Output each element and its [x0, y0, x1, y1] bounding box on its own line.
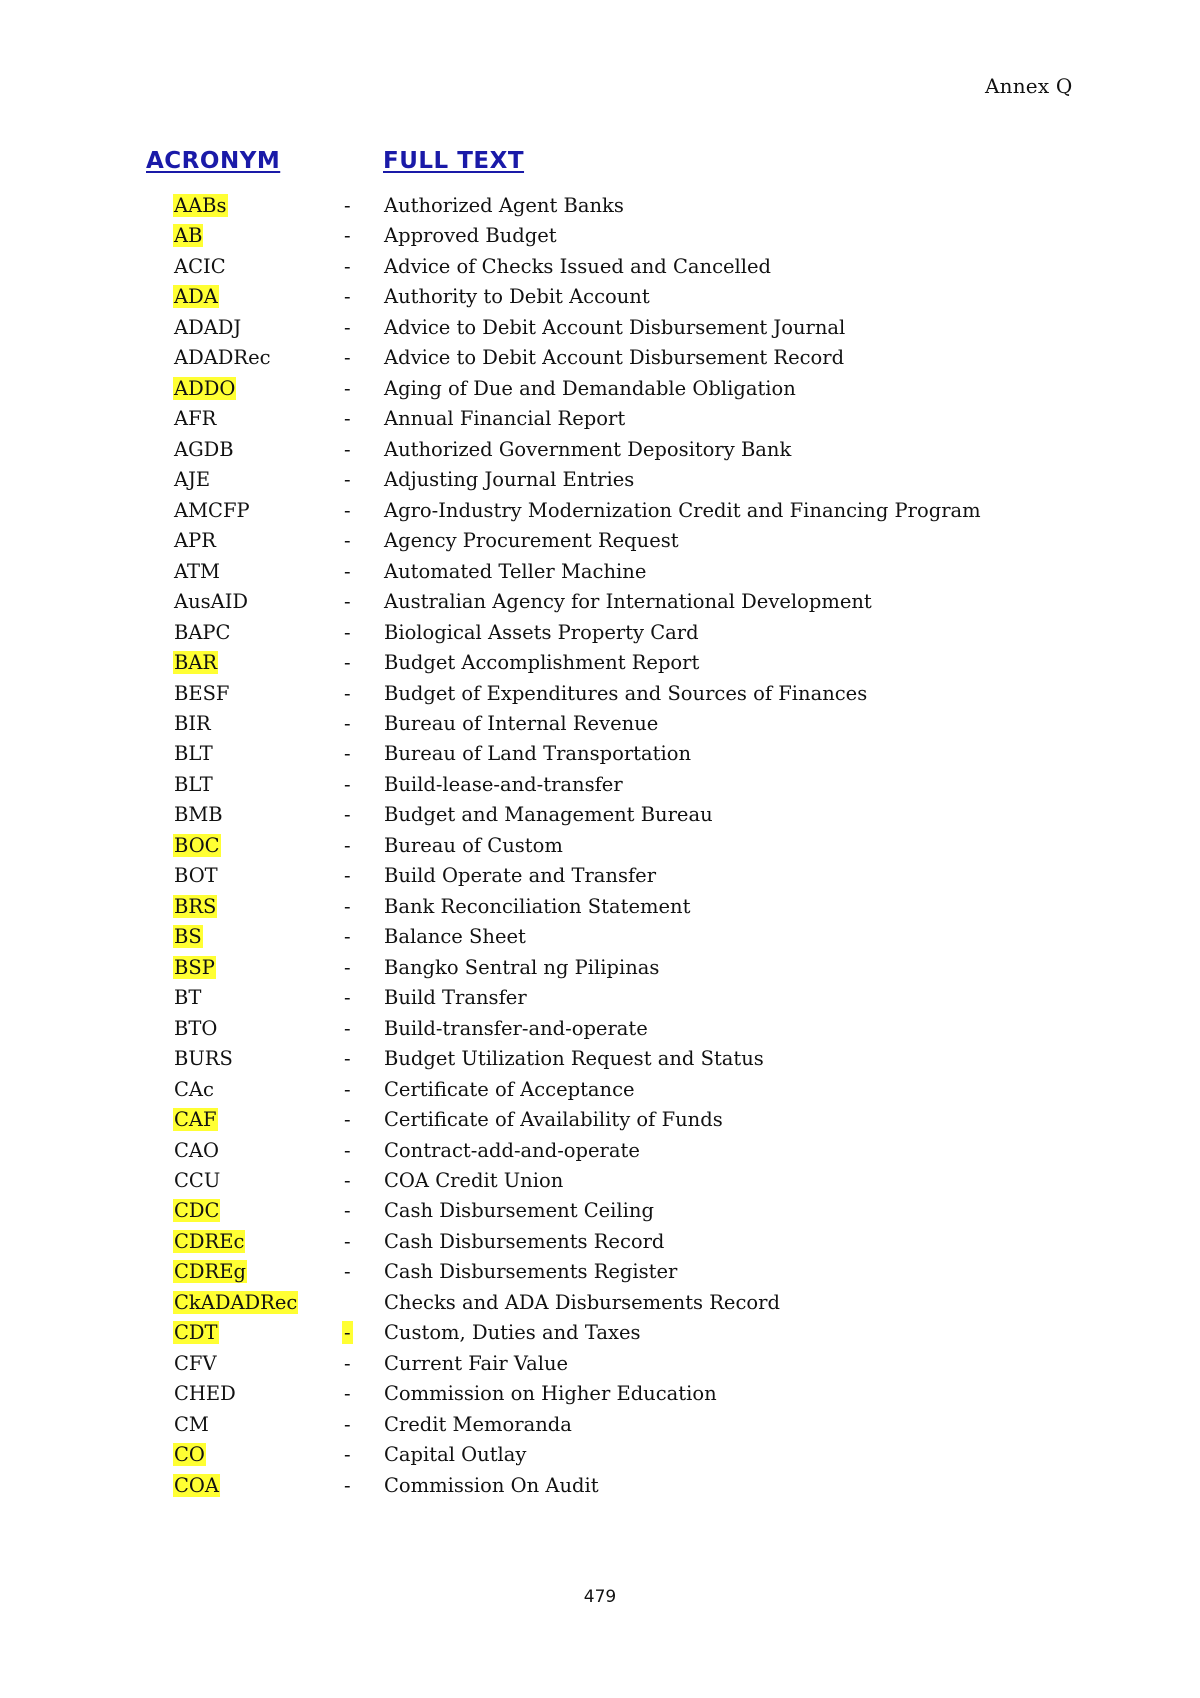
- acronym: CHED: [174, 1382, 236, 1406]
- separator-dash: -: [344, 285, 351, 309]
- separator-dash: -: [344, 986, 351, 1010]
- separator-dash: -: [344, 1443, 351, 1467]
- acronym: CO: [174, 1443, 205, 1467]
- acronym: AMCFP: [174, 498, 250, 522]
- separator-dash: -: [344, 894, 351, 918]
- acronym: AJE: [174, 468, 211, 492]
- acronym: BOT: [174, 864, 218, 888]
- list-item: [0, 1197, 1200, 1227]
- full-text: Build Transfer: [384, 986, 527, 1010]
- list-item: [0, 1411, 1200, 1441]
- acronym: CFV: [174, 1351, 217, 1375]
- list-item: [0, 1228, 1200, 1258]
- separator-dash: -: [344, 1260, 351, 1284]
- full-text: Adjusting Journal Entries: [384, 468, 635, 492]
- list-item: [0, 588, 1200, 618]
- acronym: BTO: [174, 1016, 218, 1040]
- acronym: AABs: [174, 194, 227, 217]
- list-item: [0, 1289, 1200, 1319]
- full-text: Bank Reconciliation Statement: [384, 894, 691, 918]
- acronym: ATM: [174, 559, 220, 583]
- separator-dash: -: [344, 468, 351, 492]
- list-item: [0, 375, 1200, 405]
- full-text: Aging of Due and Demandable Obligation: [384, 376, 796, 400]
- page-number: 479: [583, 1587, 617, 1607]
- list-item: [0, 680, 1200, 710]
- acronym: ADADJ: [174, 315, 242, 339]
- list-item: [0, 1350, 1200, 1380]
- separator-dash: -: [344, 1077, 351, 1101]
- full-text: Agro-Industry Modernization Credit and Financing Program: [384, 498, 981, 522]
- separator-dash: -: [344, 407, 351, 431]
- list-item: [0, 192, 1200, 222]
- full-text: Budget Utilization Request and Status: [384, 1047, 764, 1071]
- full-text: Bangko Sentral ng Pilipinas: [384, 955, 660, 979]
- acronym: BIR: [174, 711, 211, 735]
- list-item: [0, 1076, 1200, 1106]
- separator-dash: -: [344, 864, 351, 888]
- separator-dash: -: [344, 590, 351, 614]
- separator-dash: -: [344, 1016, 351, 1040]
- separator-dash: -: [344, 620, 351, 644]
- full-text: Certificate of Availability of Funds: [384, 1108, 723, 1132]
- list-item: [0, 1258, 1200, 1288]
- full-text: Checks and ADA Disbursements Record: [384, 1290, 780, 1314]
- full-text: Cash Disbursements Record: [384, 1229, 665, 1253]
- acronym: BMB: [174, 803, 223, 827]
- full-text: Automated Teller Machine: [384, 559, 647, 583]
- full-text: Credit Memoranda: [384, 1412, 572, 1436]
- separator-dash: -: [344, 1138, 351, 1162]
- full-text: Australian Agency for International Development: [384, 590, 872, 614]
- full-text: Contract-add-and-operate: [384, 1138, 640, 1162]
- list-item: [0, 1045, 1200, 1075]
- full-text: Biological Assets Property Card: [384, 620, 699, 644]
- list-item: [0, 771, 1200, 801]
- full-text: Current Fair Value: [384, 1351, 569, 1375]
- separator-dash: -: [344, 437, 351, 461]
- list-item: [0, 649, 1200, 679]
- separator-dash: -: [344, 194, 351, 217]
- acronym: APR: [174, 529, 216, 553]
- separator-dash: -: [344, 529, 351, 553]
- separator-dash: -: [344, 651, 351, 675]
- list-item: [0, 923, 1200, 953]
- separator-dash: -: [344, 1108, 351, 1132]
- full-text: Budget Accomplishment Report: [384, 651, 700, 675]
- list-item: [0, 222, 1200, 252]
- full-text: Build-lease-and-transfer: [384, 772, 623, 796]
- list-item: [0, 801, 1200, 831]
- list-item: [0, 710, 1200, 740]
- separator-dash: -: [344, 1412, 351, 1436]
- separator-dash: -: [344, 1321, 351, 1345]
- acronym: CDT: [174, 1321, 218, 1345]
- separator-dash: -: [344, 1229, 351, 1253]
- acronym: CAc: [174, 1077, 214, 1101]
- full-text: Authority to Debit Account: [384, 285, 650, 309]
- acronym: BAR: [174, 651, 218, 675]
- full-text: Annual Financial Report: [384, 407, 626, 431]
- full-text: Authorized Government Depository Bank: [384, 437, 792, 461]
- acronym: BT: [174, 986, 202, 1010]
- acronym: CDREc: [174, 1229, 245, 1253]
- full-text: Bureau of Land Transportation: [384, 742, 692, 766]
- list-item: [0, 405, 1200, 435]
- acronym: BESF: [174, 681, 230, 705]
- acronym: AusAID: [174, 590, 249, 614]
- separator-dash: -: [344, 711, 351, 735]
- acronym: ADA: [174, 285, 218, 309]
- list-item: [0, 954, 1200, 984]
- separator-dash: -: [344, 224, 351, 248]
- acronym: BLT: [174, 742, 213, 766]
- full-text: Authorized Agent Banks: [384, 194, 624, 217]
- separator-dash: -: [344, 254, 351, 278]
- full-text: Budget and Management Bureau: [384, 803, 713, 827]
- separator-dash: -: [344, 1169, 351, 1192]
- list-item: [0, 1015, 1200, 1045]
- acronym: CDREg: [174, 1260, 246, 1284]
- list-item: [0, 740, 1200, 770]
- separator-dash: -: [344, 346, 351, 370]
- list-item: [0, 1319, 1200, 1349]
- list-item: [0, 832, 1200, 862]
- list-item: [0, 1441, 1200, 1471]
- list-item: [0, 527, 1200, 557]
- separator-dash: -: [344, 833, 351, 857]
- full-text-column-heading: FULL TEXT: [383, 148, 525, 174]
- list-item: [0, 283, 1200, 313]
- full-text: Commission on Higher Education: [384, 1382, 717, 1406]
- acronym: ADADRec: [174, 346, 271, 370]
- full-text: COA Credit Union: [384, 1169, 564, 1192]
- list-item: [0, 893, 1200, 923]
- separator-dash: -: [344, 925, 351, 949]
- list-item: [0, 497, 1200, 527]
- separator-dash: -: [344, 1199, 351, 1223]
- full-text: Build Operate and Transfer: [384, 864, 657, 888]
- list-item: [0, 1167, 1200, 1197]
- full-text: Bureau of Internal Revenue: [384, 711, 659, 735]
- separator-dash: -: [344, 955, 351, 979]
- annex-label: Annex Q: [985, 74, 1073, 98]
- acronym: AB: [174, 224, 203, 248]
- full-text: Commission On Audit: [384, 1473, 599, 1497]
- list-item: [0, 1106, 1200, 1136]
- full-text: Advice to Debit Account Disbursement Record: [384, 346, 845, 370]
- full-text: Cash Disbursements Register: [384, 1260, 678, 1284]
- acronym: BSP: [174, 955, 215, 979]
- acronym: COA: [174, 1473, 219, 1497]
- full-text: Build-transfer-and-operate: [384, 1016, 648, 1040]
- full-text: Advice of Checks Issued and Cancelled: [384, 254, 772, 278]
- acronym: CCU: [174, 1169, 221, 1192]
- full-text: Budget of Expenditures and Sources of Finances: [384, 681, 868, 705]
- acronym-list: [0, 192, 1200, 1502]
- acronym: CkADADRec: [174, 1290, 298, 1314]
- acronym: ACIC: [174, 254, 226, 278]
- list-item: [0, 253, 1200, 283]
- separator-dash: -: [344, 772, 351, 796]
- separator-dash: -: [344, 681, 351, 705]
- full-text: Balance Sheet: [384, 925, 526, 949]
- separator-dash: -: [344, 559, 351, 583]
- list-item: [0, 1472, 1200, 1502]
- list-item: [0, 558, 1200, 588]
- list-item: [0, 466, 1200, 496]
- full-text: Cash Disbursement Ceiling: [384, 1199, 654, 1223]
- full-text: Approved Budget: [384, 224, 557, 248]
- acronym: BLT: [174, 772, 213, 796]
- acronym: BURS: [174, 1047, 233, 1071]
- acronym: CAF: [174, 1108, 217, 1132]
- full-text: Capital Outlay: [384, 1443, 527, 1467]
- separator-dash: -: [344, 1047, 351, 1071]
- list-item: [0, 862, 1200, 892]
- separator-dash: -: [344, 376, 351, 400]
- acronym: AGDB: [174, 437, 234, 461]
- separator-dash: -: [344, 315, 351, 339]
- full-text: Agency Procurement Request: [384, 529, 679, 553]
- acronym: CM: [174, 1412, 209, 1436]
- acronym: BOC: [174, 833, 220, 857]
- acronym-column-heading: ACRONYM: [146, 148, 281, 174]
- full-text: Certificate of Acceptance: [384, 1077, 635, 1101]
- acronym: BS: [174, 925, 202, 949]
- acronym: ADDO: [174, 376, 236, 400]
- full-text: Advice to Debit Account Disbursement Journal: [384, 315, 846, 339]
- separator-dash: -: [344, 1351, 351, 1375]
- acronym: BRS: [174, 894, 217, 918]
- acronym: CAO: [174, 1138, 219, 1162]
- separator-dash: -: [344, 1382, 351, 1406]
- separator-dash: -: [344, 498, 351, 522]
- list-item: [0, 344, 1200, 374]
- separator-dash: -: [344, 803, 351, 827]
- list-item: [0, 1137, 1200, 1167]
- list-item: [0, 314, 1200, 344]
- list-item: [0, 436, 1200, 466]
- acronym: CDC: [174, 1199, 220, 1223]
- full-text: Bureau of Custom: [384, 833, 563, 857]
- full-text: Custom, Duties and Taxes: [384, 1321, 641, 1345]
- acronym: BAPC: [174, 620, 231, 644]
- list-item: [0, 619, 1200, 649]
- acronym: AFR: [174, 407, 217, 431]
- list-item: [0, 1380, 1200, 1410]
- list-item: [0, 984, 1200, 1014]
- separator-dash: -: [344, 742, 351, 766]
- separator-dash: -: [344, 1473, 351, 1497]
